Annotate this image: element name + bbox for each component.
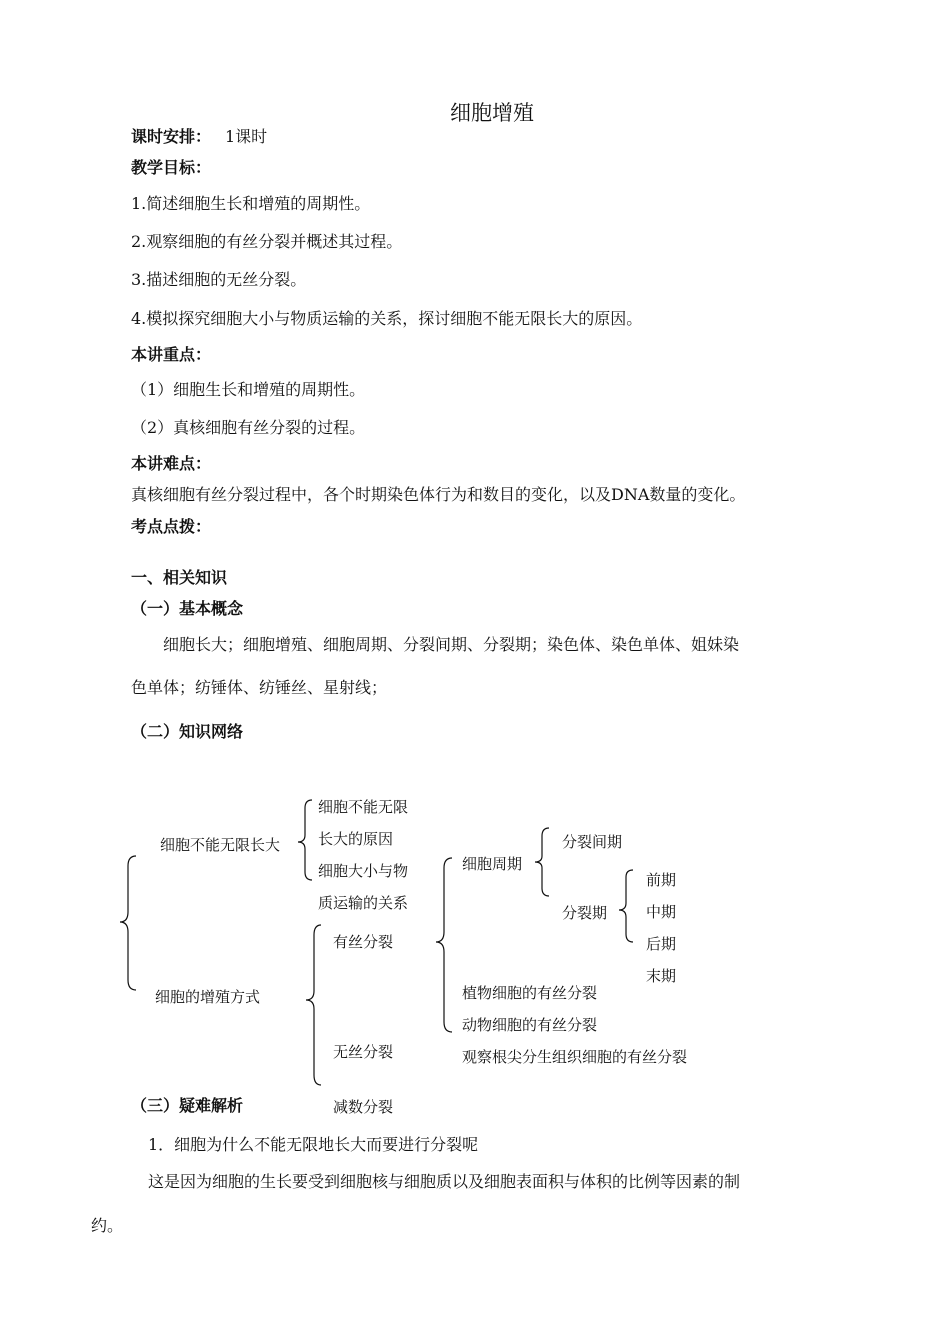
node-prophase: 前期 (646, 871, 677, 889)
concept-line: 细胞长大；细胞增殖、细胞周期、分裂间期、分裂期；染色体、染色单体、姐妹染 (163, 635, 740, 654)
page-title: 细胞增殖 (450, 101, 534, 125)
objective-item: 3.描述细胞的无丝分裂。 (131, 270, 307, 289)
subsection-heading: （三）疑难解析 (131, 1096, 244, 1115)
node-mitosis: 有丝分裂 (333, 933, 394, 951)
node-size-transport: 质运输的关系 (318, 894, 409, 912)
schedule-label: 课时安排： (131, 127, 212, 146)
brace-mitosis (436, 858, 452, 1032)
key-points-heading: 本讲重点： (131, 345, 212, 364)
node-interphase: 分裂间期 (562, 833, 623, 851)
node-limit: 细胞不能无限长大 (160, 836, 281, 854)
subsection-heading: （二）知识网络 (131, 722, 244, 741)
schedule-value: 1课时 (225, 127, 268, 146)
answer-text: 这是因为细胞的生长要受到细胞核与细胞质以及细胞表面积与体积的比例等因素的制 (148, 1172, 741, 1191)
brace-limit (298, 800, 312, 880)
answer-text: 约。 (91, 1216, 124, 1235)
key-point-item: （2）真核细胞有丝分裂的过程。 (131, 418, 366, 437)
question-text: 1．细胞为什么不能无限地长大而要进行分裂呢 (148, 1135, 479, 1154)
objective-item: 2.观察细胞的有丝分裂并概述其过程。 (131, 232, 403, 251)
node-plant-mitosis: 植物细胞的有丝分裂 (462, 984, 598, 1002)
brace-phases (619, 870, 633, 942)
node-observe-root-tip: 观察根尖分生组织细胞的有丝分裂 (462, 1048, 688, 1066)
node-meiosis: 减数分裂 (333, 1098, 394, 1116)
node-cell-cycle: 细胞周期 (462, 855, 523, 873)
node-anaphase: 后期 (646, 935, 677, 953)
brace-mode (306, 925, 321, 1085)
brace-cycle (535, 828, 549, 896)
key-point-item: （1）细胞生长和增殖的周期性。 (131, 380, 366, 399)
node-reason: 细胞不能无限 (318, 798, 409, 816)
subsection-heading: （一）基本概念 (131, 599, 244, 618)
objective-item: 4.模拟探究细胞大小与物质运输的关系，探讨细胞不能无限长大的原因。 (131, 309, 643, 328)
concept-line: 色单体；纺锤体、纺锤丝、星射线； (131, 678, 388, 697)
objective-item: 1.简述细胞生长和增殖的周期性。 (131, 194, 371, 213)
objectives-heading: 教学目标： (131, 158, 212, 177)
brace-root (120, 856, 136, 990)
node-mode: 细胞的增殖方式 (155, 988, 261, 1006)
node-animal-mitosis: 动物细胞的有丝分裂 (462, 1016, 598, 1034)
exam-tips-heading: 考点点拨： (131, 517, 212, 536)
node-telophase: 末期 (646, 967, 677, 985)
node-metaphase: 中期 (646, 903, 677, 921)
section-heading: 一、相关知识 (131, 568, 228, 587)
difficulties-heading: 本讲难点： (131, 454, 212, 473)
node-division-phase: 分裂期 (562, 904, 608, 922)
difficulties-text: 真核细胞有丝分裂过程中，各个时期染色体行为和数目的变化，以及DNA数量的变化。 (131, 485, 746, 504)
node-reason: 长大的原因 (318, 830, 394, 848)
node-size-transport: 细胞大小与物 (318, 862, 409, 880)
node-amitosis: 无丝分裂 (333, 1043, 394, 1061)
